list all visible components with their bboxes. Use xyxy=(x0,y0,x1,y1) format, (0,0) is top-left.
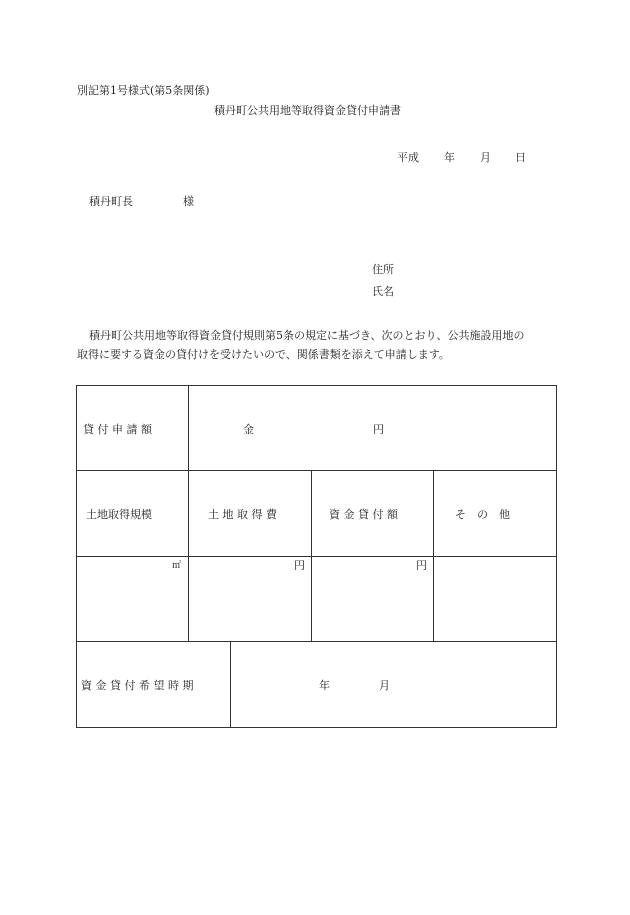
column-header-land-cost: 土 地 取 得 費 xyxy=(208,508,277,521)
loan-amount-prefix: 金 xyxy=(243,423,254,436)
date-day: 日 xyxy=(515,151,526,164)
name-label: 氏名 xyxy=(372,285,394,298)
desired-period-month: 月 xyxy=(379,679,390,692)
address-label: 住所 xyxy=(372,263,394,276)
column-header-other: そ の 他 xyxy=(455,508,510,521)
date-era: 平成 xyxy=(397,151,419,164)
form-reference: 別記第1号様式(第5条関係) xyxy=(77,84,210,97)
body-text-line-1: 積丹町公共用地等取得資金貸付規則第5条の規定に基づき、次のとおり、公共施設用地の xyxy=(89,329,525,342)
body-text-line-2: 取得に要する資金の貸付けを受けたいので、関係書類を添えて申請します。 xyxy=(77,348,450,361)
column-header-loan-amount: 資 金 貸 付 額 xyxy=(329,508,398,521)
loan-amount-unit: 円 xyxy=(373,423,384,436)
recipient-name: 積丹町長 xyxy=(89,195,133,208)
unit-yen-loan-amount: 円 xyxy=(416,559,427,572)
date-month: 月 xyxy=(480,151,491,164)
unit-square-meter: ㎡ xyxy=(172,561,182,571)
unit-yen-land-cost: 円 xyxy=(294,559,305,572)
desired-period-year: 年 xyxy=(319,679,330,692)
recipient-honorific: 様 xyxy=(183,195,194,208)
desired-period-label: 資 金 貸 付 希 望 時 期 xyxy=(81,679,194,692)
document-title: 積丹町公共用地等取得資金貸付申請書 xyxy=(214,104,401,117)
date-year: 年 xyxy=(444,151,455,164)
column-header-land-scale: 土地取得規模 xyxy=(86,508,152,521)
loan-amount-label: 貸 付 申 請 額 xyxy=(83,423,152,436)
